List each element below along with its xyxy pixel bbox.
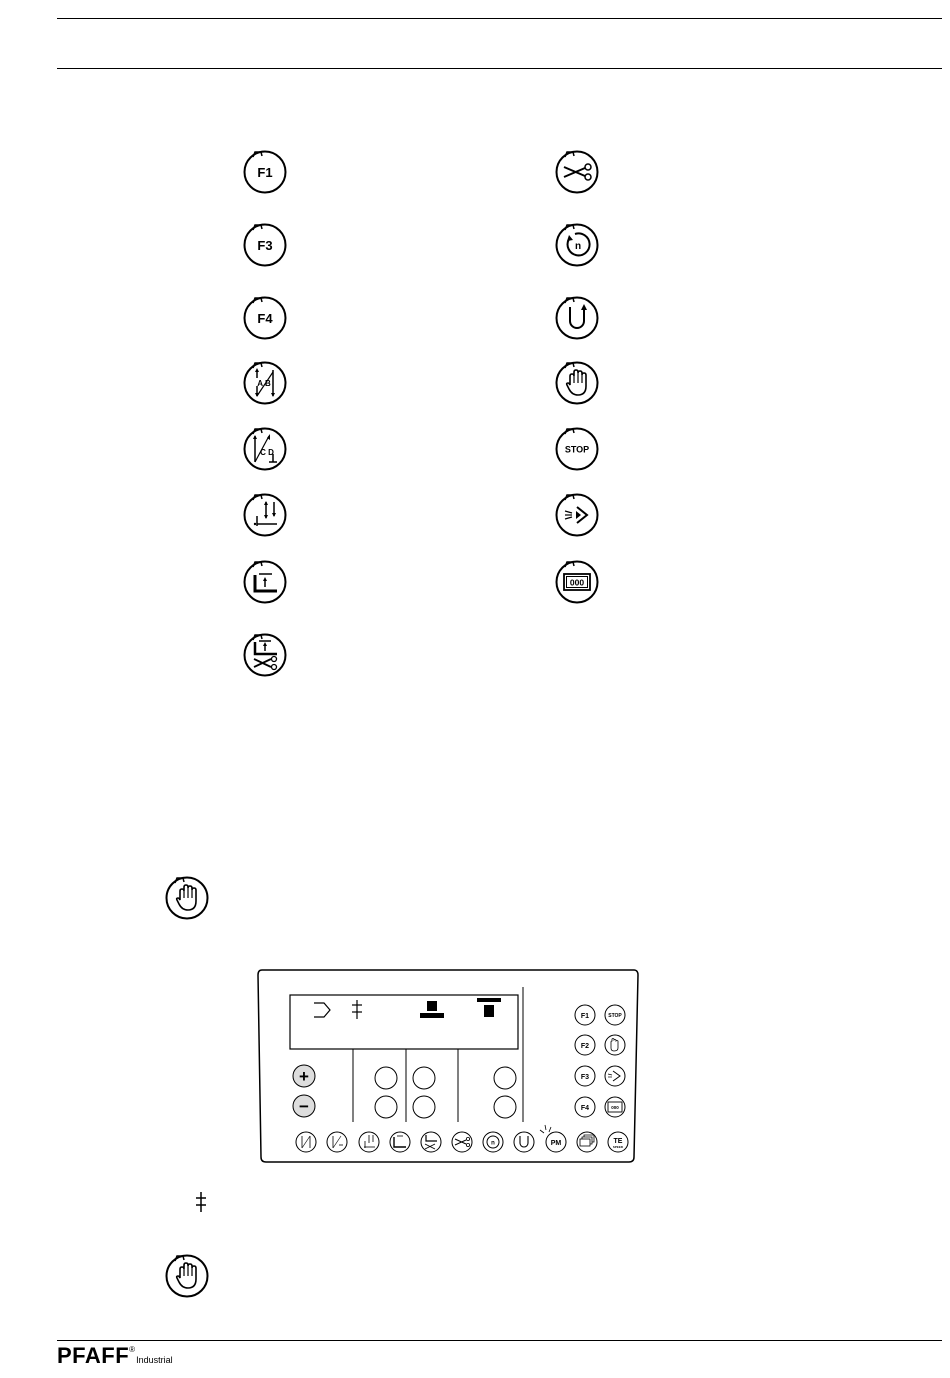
header-rule-bottom: [57, 68, 942, 69]
svg-text:−: −: [299, 1097, 309, 1116]
svg-text:F1: F1: [580, 1013, 590, 1020]
display-dagger-symbol: [352, 1000, 362, 1019]
panel-right-keys: [575, 1005, 625, 1117]
stitch-counter-icon: [555, 557, 601, 605]
thread-wiper-n-icon: [555, 220, 601, 268]
presser-foot-trim-icon: [243, 630, 289, 678]
panel-minus-button: [293, 1095, 315, 1117]
start-backtack-ab-icon: [243, 358, 289, 406]
control-panel-illustration: [258, 967, 638, 1163]
display-foot-up-symbol: [477, 998, 501, 1017]
needle-position-icon: [243, 490, 289, 538]
svg-text:STOP: STOP: [564, 444, 590, 455]
hand-stop-icon: [165, 873, 211, 921]
header-rule-top: [57, 18, 942, 19]
display-seam-symbol: [314, 1003, 330, 1017]
panel-bottom-keys: [296, 1125, 628, 1152]
svg-text:n: n: [574, 241, 582, 252]
svg-text:000: 000: [611, 1105, 619, 1110]
svg-text:STOP: STOP: [608, 1013, 622, 1019]
svg-text:C D: C D: [260, 448, 274, 457]
svg-text:F4: F4: [257, 311, 273, 326]
f4-key-icon: [243, 293, 289, 341]
brand-subtitle: Industrial: [136, 1355, 173, 1365]
hand-stop-icon: [165, 1251, 211, 1299]
thread-return-icon: [555, 293, 601, 341]
svg-text:F3: F3: [580, 1074, 590, 1081]
hand-stop-icon: [555, 358, 601, 406]
brand-name: PFAFF: [57, 1343, 130, 1368]
brand-registered-mark: ®: [129, 1345, 136, 1354]
end-backtack-cd-icon: [243, 424, 289, 472]
svg-text:n: n: [491, 1140, 495, 1147]
f3-key-icon: [243, 220, 289, 268]
panel-blank-keys: [375, 1067, 516, 1118]
footer-rule: [57, 1340, 942, 1341]
seam-symbol-icon: [194, 1192, 208, 1212]
svg-text:SPEED: SPEED: [612, 1145, 624, 1149]
svg-text:F1: F1: [257, 165, 273, 180]
panel-plus-button: [293, 1065, 315, 1087]
scissors-icon: [555, 147, 601, 195]
pfaff-logo: [57, 1343, 173, 1369]
svg-text:TE: TE: [613, 1138, 623, 1145]
svg-text:A B: A B: [257, 379, 271, 388]
svg-text:+: +: [299, 1067, 309, 1086]
svg-text:F3: F3: [257, 238, 273, 253]
light-barrier-icon: [555, 490, 601, 538]
display-foot-down-symbol: [420, 1001, 444, 1018]
svg-text:000: 000: [569, 577, 585, 588]
svg-text:F4: F4: [580, 1105, 590, 1112]
presser-foot-lift-icon: [243, 557, 289, 605]
svg-text:PM: PM: [550, 1140, 562, 1147]
stop-key-icon: [555, 424, 601, 472]
svg-text:F2: F2: [580, 1043, 590, 1050]
f1-key-icon: [243, 147, 289, 195]
